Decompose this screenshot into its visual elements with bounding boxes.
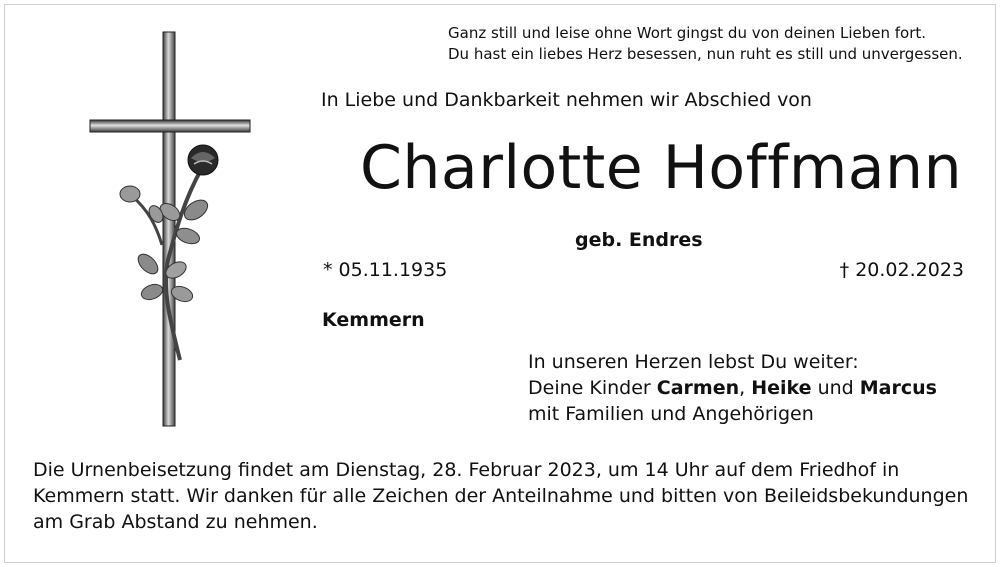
notice-line-1: Die Urnenbeisetzung findet am Dienstag, 28. Februar 2023, um 14 Uhr auf dem Friedhof in bbox=[33, 459, 900, 481]
children-prefix: Deine Kinder bbox=[528, 377, 657, 399]
separator-1: , bbox=[739, 377, 752, 399]
birth-date: * 05.11.1935 bbox=[323, 259, 448, 281]
mourners-line-2 bbox=[528, 375, 937, 401]
notice-line-2: Kemmern statt. Wir danken für alle Zeichen der Anteilnahme und bitten von Beileidsbekundungen bbox=[33, 485, 969, 507]
residence-place: Kemmern bbox=[322, 309, 425, 331]
mourners-block bbox=[528, 349, 937, 427]
maiden-name: geb. Endres bbox=[575, 229, 703, 251]
intro-text: In Liebe und Dankbarkeit nehmen wir Abschied von bbox=[321, 89, 812, 111]
child-name-2: Heike bbox=[751, 377, 812, 399]
notice-line-3: am Grab Abstand zu nehmen. bbox=[33, 511, 318, 533]
deceased-name: Charlotte Hoffmann bbox=[360, 133, 963, 203]
separator-2: und bbox=[811, 377, 860, 399]
death-date: † 20.02.2023 bbox=[839, 259, 964, 281]
child-name-1: Carmen bbox=[656, 377, 740, 399]
poem-line-1: Ganz still und leise ohne Wort gingst du von deinen Lieben fort. bbox=[448, 24, 927, 42]
funeral-notice bbox=[33, 457, 978, 535]
mourners-line-1: In unseren Herzen lebst Du weiter: bbox=[528, 351, 859, 373]
mourners-line-3: mit Familien und Angehörigen bbox=[528, 403, 814, 425]
poem-line-2: Du hast ein liebes Herz besessen, nun ruht es still und unvergessen. bbox=[448, 45, 963, 63]
poem-verse bbox=[448, 23, 978, 65]
child-name-3: Marcus bbox=[859, 377, 937, 399]
cross-with-rose-icon bbox=[84, 30, 254, 430]
